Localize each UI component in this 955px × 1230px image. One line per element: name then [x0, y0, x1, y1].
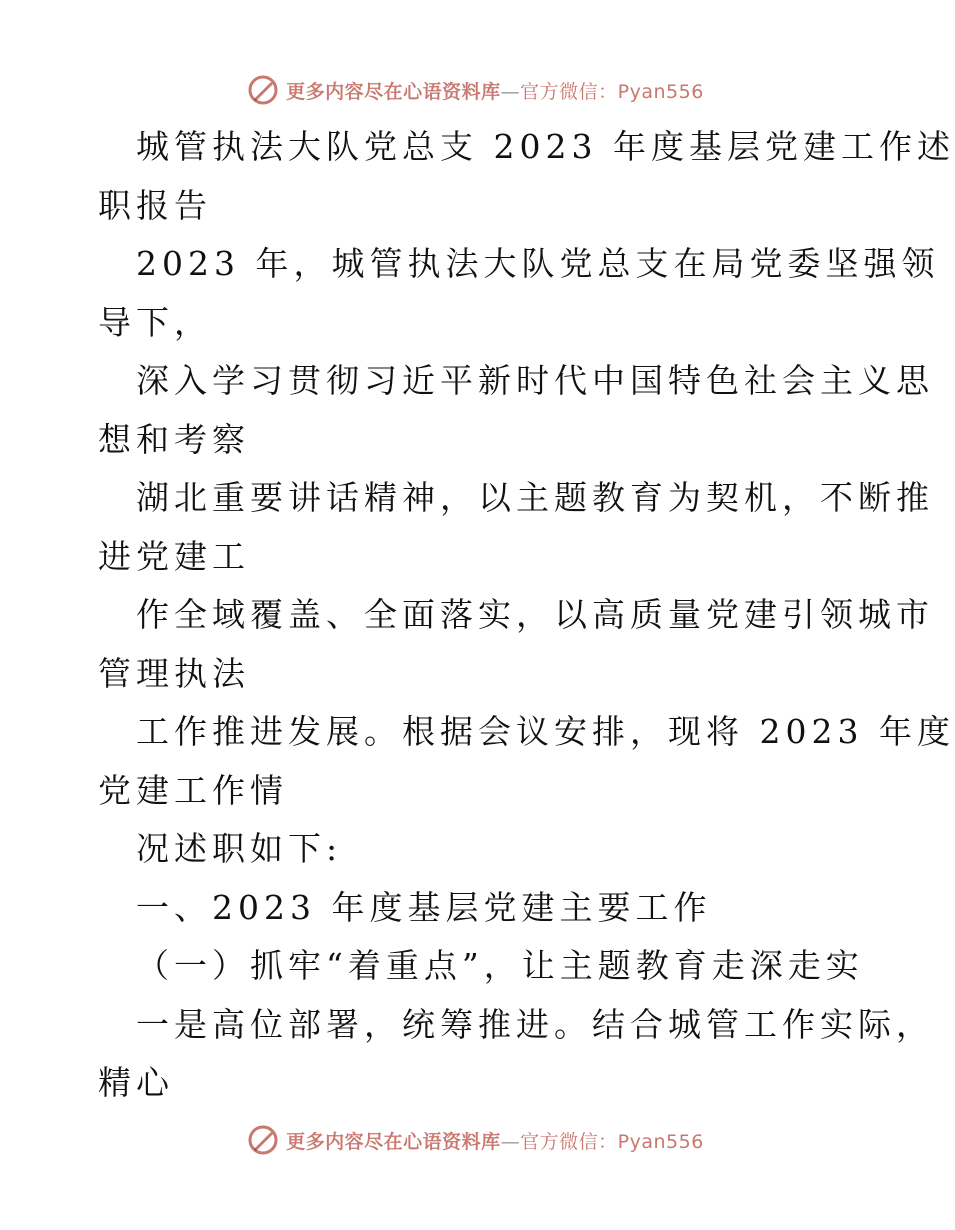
text-line: 湖北重要讲话精神，以主题教育为契机，不断推 — [136, 478, 934, 517]
text-line: 想和考察 — [98, 419, 250, 459]
text-line: 况述职如下: — [136, 829, 343, 868]
text-line: 一、2023 年度基层党建主要工作 — [136, 887, 712, 927]
text-line: 精心 — [98, 1063, 174, 1102]
pen-logo-icon — [246, 73, 280, 107]
text-line: 职报告 — [98, 185, 212, 225]
text-line: 深入学习贯彻习近平新时代中国特色社会主义思 — [136, 361, 934, 400]
pen-logo-icon — [246, 1123, 280, 1157]
text-line: 城管执法大队党总支 2023 年度基层党建工作述 — [136, 127, 955, 166]
text-line: （一）抓牢“着重点”，让主题教育走深走实 — [136, 946, 864, 985]
document-body — [98, 118, 955, 1113]
text-line: 工作推进发展。根据会议安排，现将 2023 年度 — [136, 712, 955, 751]
text-line: 导下， — [98, 302, 212, 342]
watermark-text: 更多内容尽在心语资料库—官方微信：Pyan556 — [286, 80, 704, 103]
text-line: 进党建工 — [98, 536, 250, 576]
text-line: 党建工作情 — [98, 770, 288, 810]
text-line: 一是高位部署，统筹推进。结合城管工作实际， — [136, 1004, 934, 1044]
text-line: 作全域覆盖、全面落实，以高质量党建引领城市 — [136, 595, 934, 634]
header-watermark — [0, 70, 950, 110]
text-line: 2023 年，城管执法大队党总支在局党委坚强领 — [136, 244, 940, 283]
watermark-text: 更多内容尽在心语资料库—官方微信：Pyan556 — [286, 1130, 704, 1153]
text-line: 管理执法 — [98, 653, 250, 693]
footer-watermark — [0, 1120, 950, 1160]
